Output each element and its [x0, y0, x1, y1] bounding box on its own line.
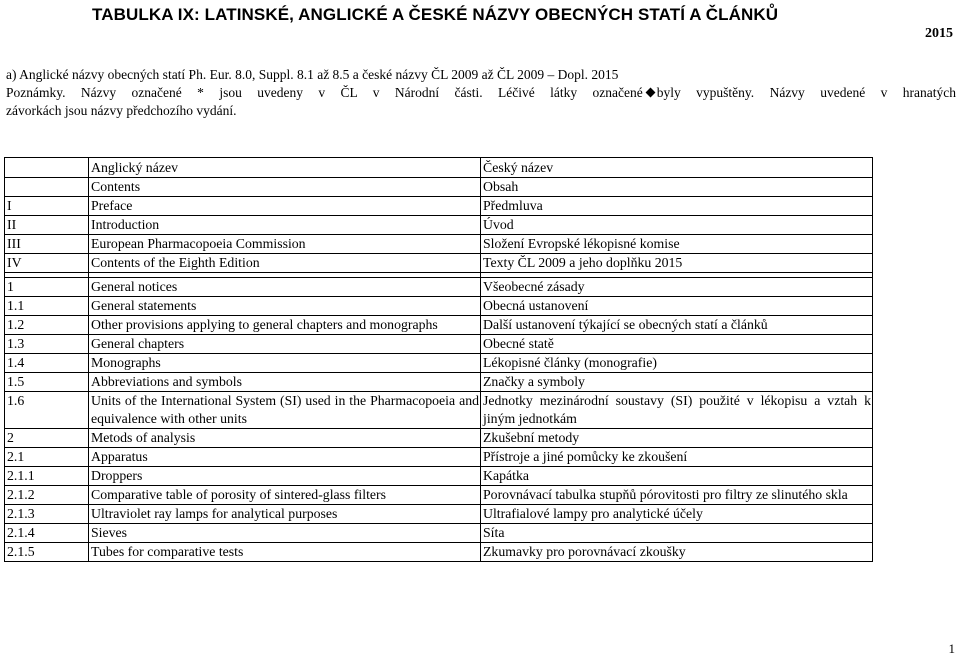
english-name: Tubes for comparative tests	[89, 543, 481, 562]
intro-line-2	[6, 84, 956, 102]
english-name: Preface	[89, 197, 481, 216]
table-row	[5, 467, 873, 486]
czech-name: Lékopisné články (monografie)	[481, 354, 873, 373]
table-row	[5, 278, 873, 297]
english-name: Introduction	[89, 216, 481, 235]
row-number: 1.3	[5, 335, 89, 354]
czech-name: Předmluva	[481, 197, 873, 216]
table-row	[5, 197, 873, 216]
czech-name: Značky a symboly	[481, 373, 873, 392]
intro-notes	[6, 66, 956, 120]
row-number: 2	[5, 429, 89, 448]
table-row	[5, 392, 873, 429]
table-row	[5, 486, 873, 505]
row-number: 2.1.2	[5, 486, 89, 505]
row-number: 1.6	[5, 392, 89, 429]
english-name: Comparative table of porosity of sintered-glass filters	[89, 486, 481, 505]
czech-name: Zkumavky pro porovnávací zkoušky	[481, 543, 873, 562]
english-name: Units of the International System (SI) used in the Pharmacopoeia and equivalence with other units	[89, 392, 481, 429]
table-row	[5, 316, 873, 335]
table-row	[5, 216, 873, 235]
table-row	[5, 254, 873, 273]
table-row	[5, 297, 873, 316]
row-number: II	[5, 216, 89, 235]
czech-name: Obsah	[481, 178, 873, 197]
edition-year: 2015	[925, 26, 953, 41]
english-name: European Pharmacopoeia Commission	[89, 235, 481, 254]
english-name: General notices	[89, 278, 481, 297]
czech-name: Další ustanovení týkající se obecných statí a článků	[481, 316, 873, 335]
row-number: IV	[5, 254, 89, 273]
czech-name: Složení Evropské lékopisné komise	[481, 235, 873, 254]
row-number	[5, 178, 89, 197]
row-number: 1.1	[5, 297, 89, 316]
table-row	[5, 373, 873, 392]
intro-line-1: a) Anglické názvy obecných statí Ph. Eur. 8.0, Suppl. 8.1 až 8.5 a české názvy ČL 2009 až ČL 2009 – Dopl. 2015	[6, 67, 619, 82]
row-number: 2.1.5	[5, 543, 89, 562]
row-number: III	[5, 235, 89, 254]
english-name: Ultraviolet ray lamps for analytical purposes	[89, 505, 481, 524]
intro-line-3: závorkách jsou názvy předchozího vydání.	[6, 103, 237, 118]
english-name: Metods of analysis	[89, 429, 481, 448]
english-name: General statements	[89, 297, 481, 316]
row-number: 2.1	[5, 448, 89, 467]
col-header-num	[5, 158, 89, 178]
table-row	[5, 335, 873, 354]
czech-name: Ultrafialové lampy pro analytické účely	[481, 505, 873, 524]
chapter-table	[4, 157, 873, 562]
row-number: 1.5	[5, 373, 89, 392]
row-number: 2.1.3	[5, 505, 89, 524]
english-name: General chapters	[89, 335, 481, 354]
czech-name: Jednotky mezinárodní soustavy (SI) použité v lékopisu a vztah k jiným jednotkám	[481, 392, 873, 429]
col-header-cz: Český název	[481, 158, 873, 178]
row-number: 1.2	[5, 316, 89, 335]
czech-name: Obecné statě	[481, 335, 873, 354]
czech-name: Kapátka	[481, 467, 873, 486]
czech-name: Všeobecné zásady	[481, 278, 873, 297]
english-name: Droppers	[89, 467, 481, 486]
czech-name: Texty ČL 2009 a jeho doplňku 2015	[481, 254, 873, 273]
table-row	[5, 448, 873, 467]
table-row	[5, 178, 873, 197]
table-row	[5, 235, 873, 254]
table-header	[5, 158, 873, 178]
page-number: 1	[948, 641, 955, 656]
intro-line-2b: byly vypuštěny. Názvy uvedené v hranatých	[656, 85, 956, 100]
czech-name: Porovnávací tabulka stupňů pórovitosti pro filtry ze slinutého skla	[481, 486, 873, 505]
table-row	[5, 505, 873, 524]
english-name: Sieves	[89, 524, 481, 543]
table-row	[5, 524, 873, 543]
table-row	[5, 429, 873, 448]
czech-name: Obecná ustanovení	[481, 297, 873, 316]
english-name: Other provisions applying to general chapters and monographs	[89, 316, 481, 335]
page-title: TABULKA IX: LATINSKÉ, ANGLICKÉ A ČESKÉ NÁZVY OBECNÝCH STATÍ A ČLÁNKŮ	[92, 5, 779, 24]
czech-name: Přístroje a jiné pomůcky ke zkoušení	[481, 448, 873, 467]
english-name: Apparatus	[89, 448, 481, 467]
english-name: Monographs	[89, 354, 481, 373]
english-name: Contents of the Eighth Edition	[89, 254, 481, 273]
row-number: I	[5, 197, 89, 216]
row-number: 2.1.1	[5, 467, 89, 486]
table-row	[5, 354, 873, 373]
table-row	[5, 543, 873, 562]
row-number: 2.1.4	[5, 524, 89, 543]
col-header-en: Anglický název	[89, 158, 481, 178]
czech-name: Úvod	[481, 216, 873, 235]
czech-name: Síta	[481, 524, 873, 543]
czech-name: Zkušební metody	[481, 429, 873, 448]
row-number: 1.4	[5, 354, 89, 373]
english-name: Contents	[89, 178, 481, 197]
row-number: 1	[5, 278, 89, 297]
intro-line-2a: Poznámky. Názvy označené * jsou uvedeny v ČL v Národní části. Léčivé látky označené	[6, 85, 643, 100]
english-name: Abbreviations and symbols	[89, 373, 481, 392]
diamond-icon	[645, 88, 655, 98]
